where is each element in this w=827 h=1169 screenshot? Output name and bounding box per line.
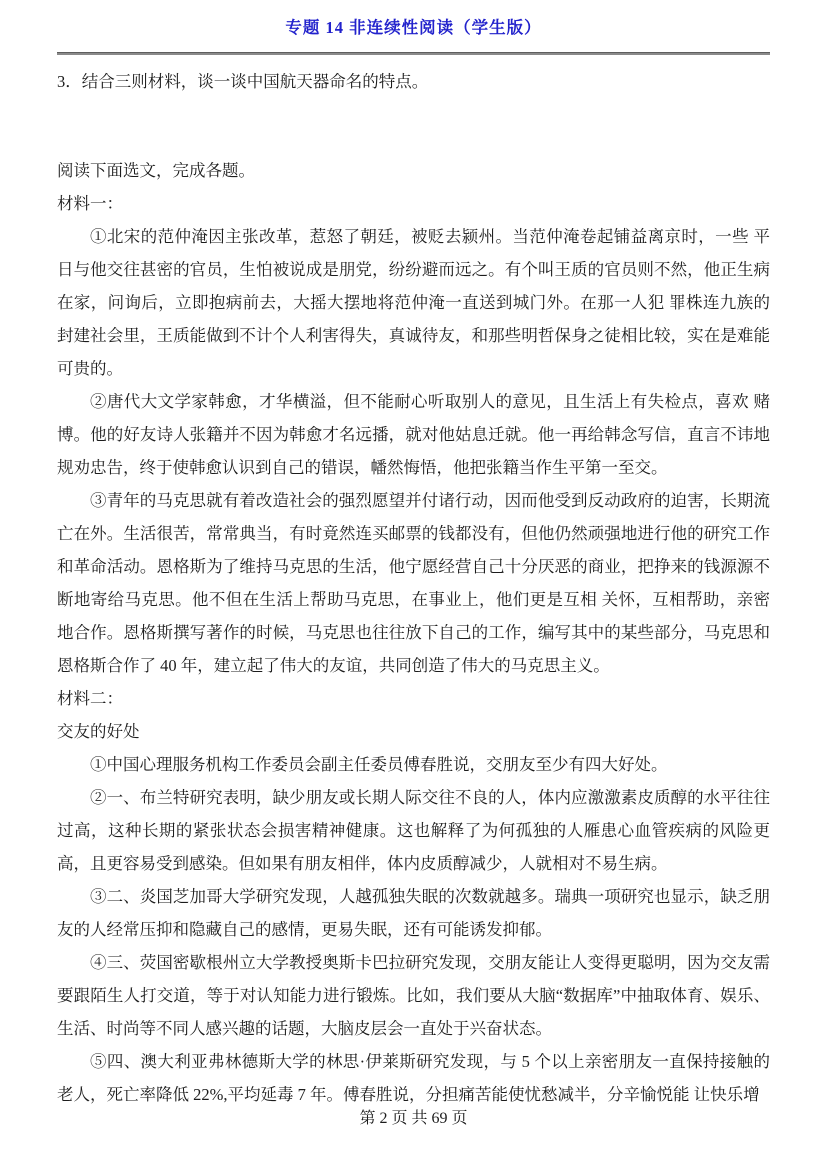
- material1-label: 材料一：: [57, 194, 123, 213]
- material2-title: 交友的好处: [57, 722, 140, 741]
- page-number: 第 2 页 共 69 页: [359, 1110, 468, 1127]
- question-item-3: 3．结合三则材料，谈一谈中国航天器命名的特点。: [57, 72, 429, 91]
- page-header: [57, 16, 770, 55]
- material2-paragraph-4: ④三、荧国密歇根州立大学教授奥斯卡巴拉研究发现，交朋友能让人变得更聪明，因为交友需要跟陌生人打交道，等于对认知能力进行锻炼。比如，我们要从大脑“数据库”中抽取体育、娱乐、生活、时尚等不同人感兴趣的话题，大脑皮层会一直处于兴奋状态。: [57, 953, 770, 1038]
- material2-paragraph-5: ⑤四、澳大利亚弗林德斯大学的林思·伊莱斯研究发现，与 5 个以上亲密朋友一直保持接触的老人，死亡率降低 22%,平均延毒 7 年。傅春胜说，分担痛苦能使忧愁减半，分辛愉悦能 让快乐增: [57, 1052, 770, 1104]
- material1-paragraph-3: ③青年的马克思就有着改造社会的强烈愿望并付诸行动，因而他受到反动政府的迫害，长期流亡在外。生活很苦，常常典当，有时竟然连买邮票的钱都没有，但他仍然顽强地进行他的研究工作和革命活动。恩格斯为了维持马克思的生活，他宁愿经营自己十分厌恶的商业，把挣来的钱源源不断地寄给马克思。他不但在生活上帮助马克思，在事业上，他们更是互相 关怀，互相帮助，亲密地合作。恩格斯撰写著作的时候，马克思也往往放下自己的工作，编写其中的某些部分，马克思和恩格斯合作了 40 年，建立起了伟大的友谊，共同创造了伟大的马克思主义。: [57, 491, 770, 675]
- header-divider: [57, 52, 770, 55]
- material2-paragraph-1: ①中国心理服务机构工作委员会副主任委员傅春胜说，交朋友至少有四大好处。: [90, 755, 668, 774]
- material2-paragraph-3: ③二、炎国芝加哥大学研究发现，人越孤独失眠的次数就越多。瑞典一项研究也显示，缺乏朋友的人经常压抑和隐藏自己的感情，更易失眠，还有可能诱发抑郁。: [57, 887, 770, 939]
- reading-instruction: 阅读下面选文，完成各题。: [57, 161, 255, 180]
- material2-label: 材料二：: [57, 689, 123, 708]
- material1-paragraph-2: ②唐代大文学家韩愈，才华横溢，但不能耐心听取别人的意见，且生活上有失检点，喜欢 赌博。他的好友诗人张籍并不因为韩愈才名远播，就对他姑息迁就。他一再给韩念写信，直言不讳地规劝忠告，终于使韩愈认识到自己的错误，幡然悔悟，他把张籍当作生平第一至交。: [57, 392, 770, 477]
- material1-paragraph-1: ①北宋的范仲淹因主张改革，惹怒了朝廷，被贬去颍州。当范仲淹卷起铺益离京时，一些 平日与他交往甚密的官员，生怕被说成是朋党，纷纷避而远之。有个叫王质的官员则不然，他正生病在家，问询后，立即抱病前去，大摇大摆地将范仲淹一直送到城门外。在那一人犯 罪株连九族的封建社会里，王质能做到不计个人利害得失，真诚待友，和那些明哲保身之徒相比较，实在是难能可贵的。: [57, 227, 770, 378]
- document-body: [57, 65, 770, 1111]
- page-footer: [0, 1102, 827, 1135]
- material2-paragraph-2: ②一、布兰特研究表明，缺少朋友或长期人际交往不良的人，体内应激激素皮质醇的水平往往过高，这种长期的紧张状态会损害精神健康。这也解释了为何孤独的人雁患心血管疾病的风险更高，且更容易受到感染。但如果有朋友相伴，体内皮质醇减少，人就相对不易生病。: [57, 788, 770, 873]
- page-title: 专题 14 非连续性阅读（学生版）: [285, 18, 542, 37]
